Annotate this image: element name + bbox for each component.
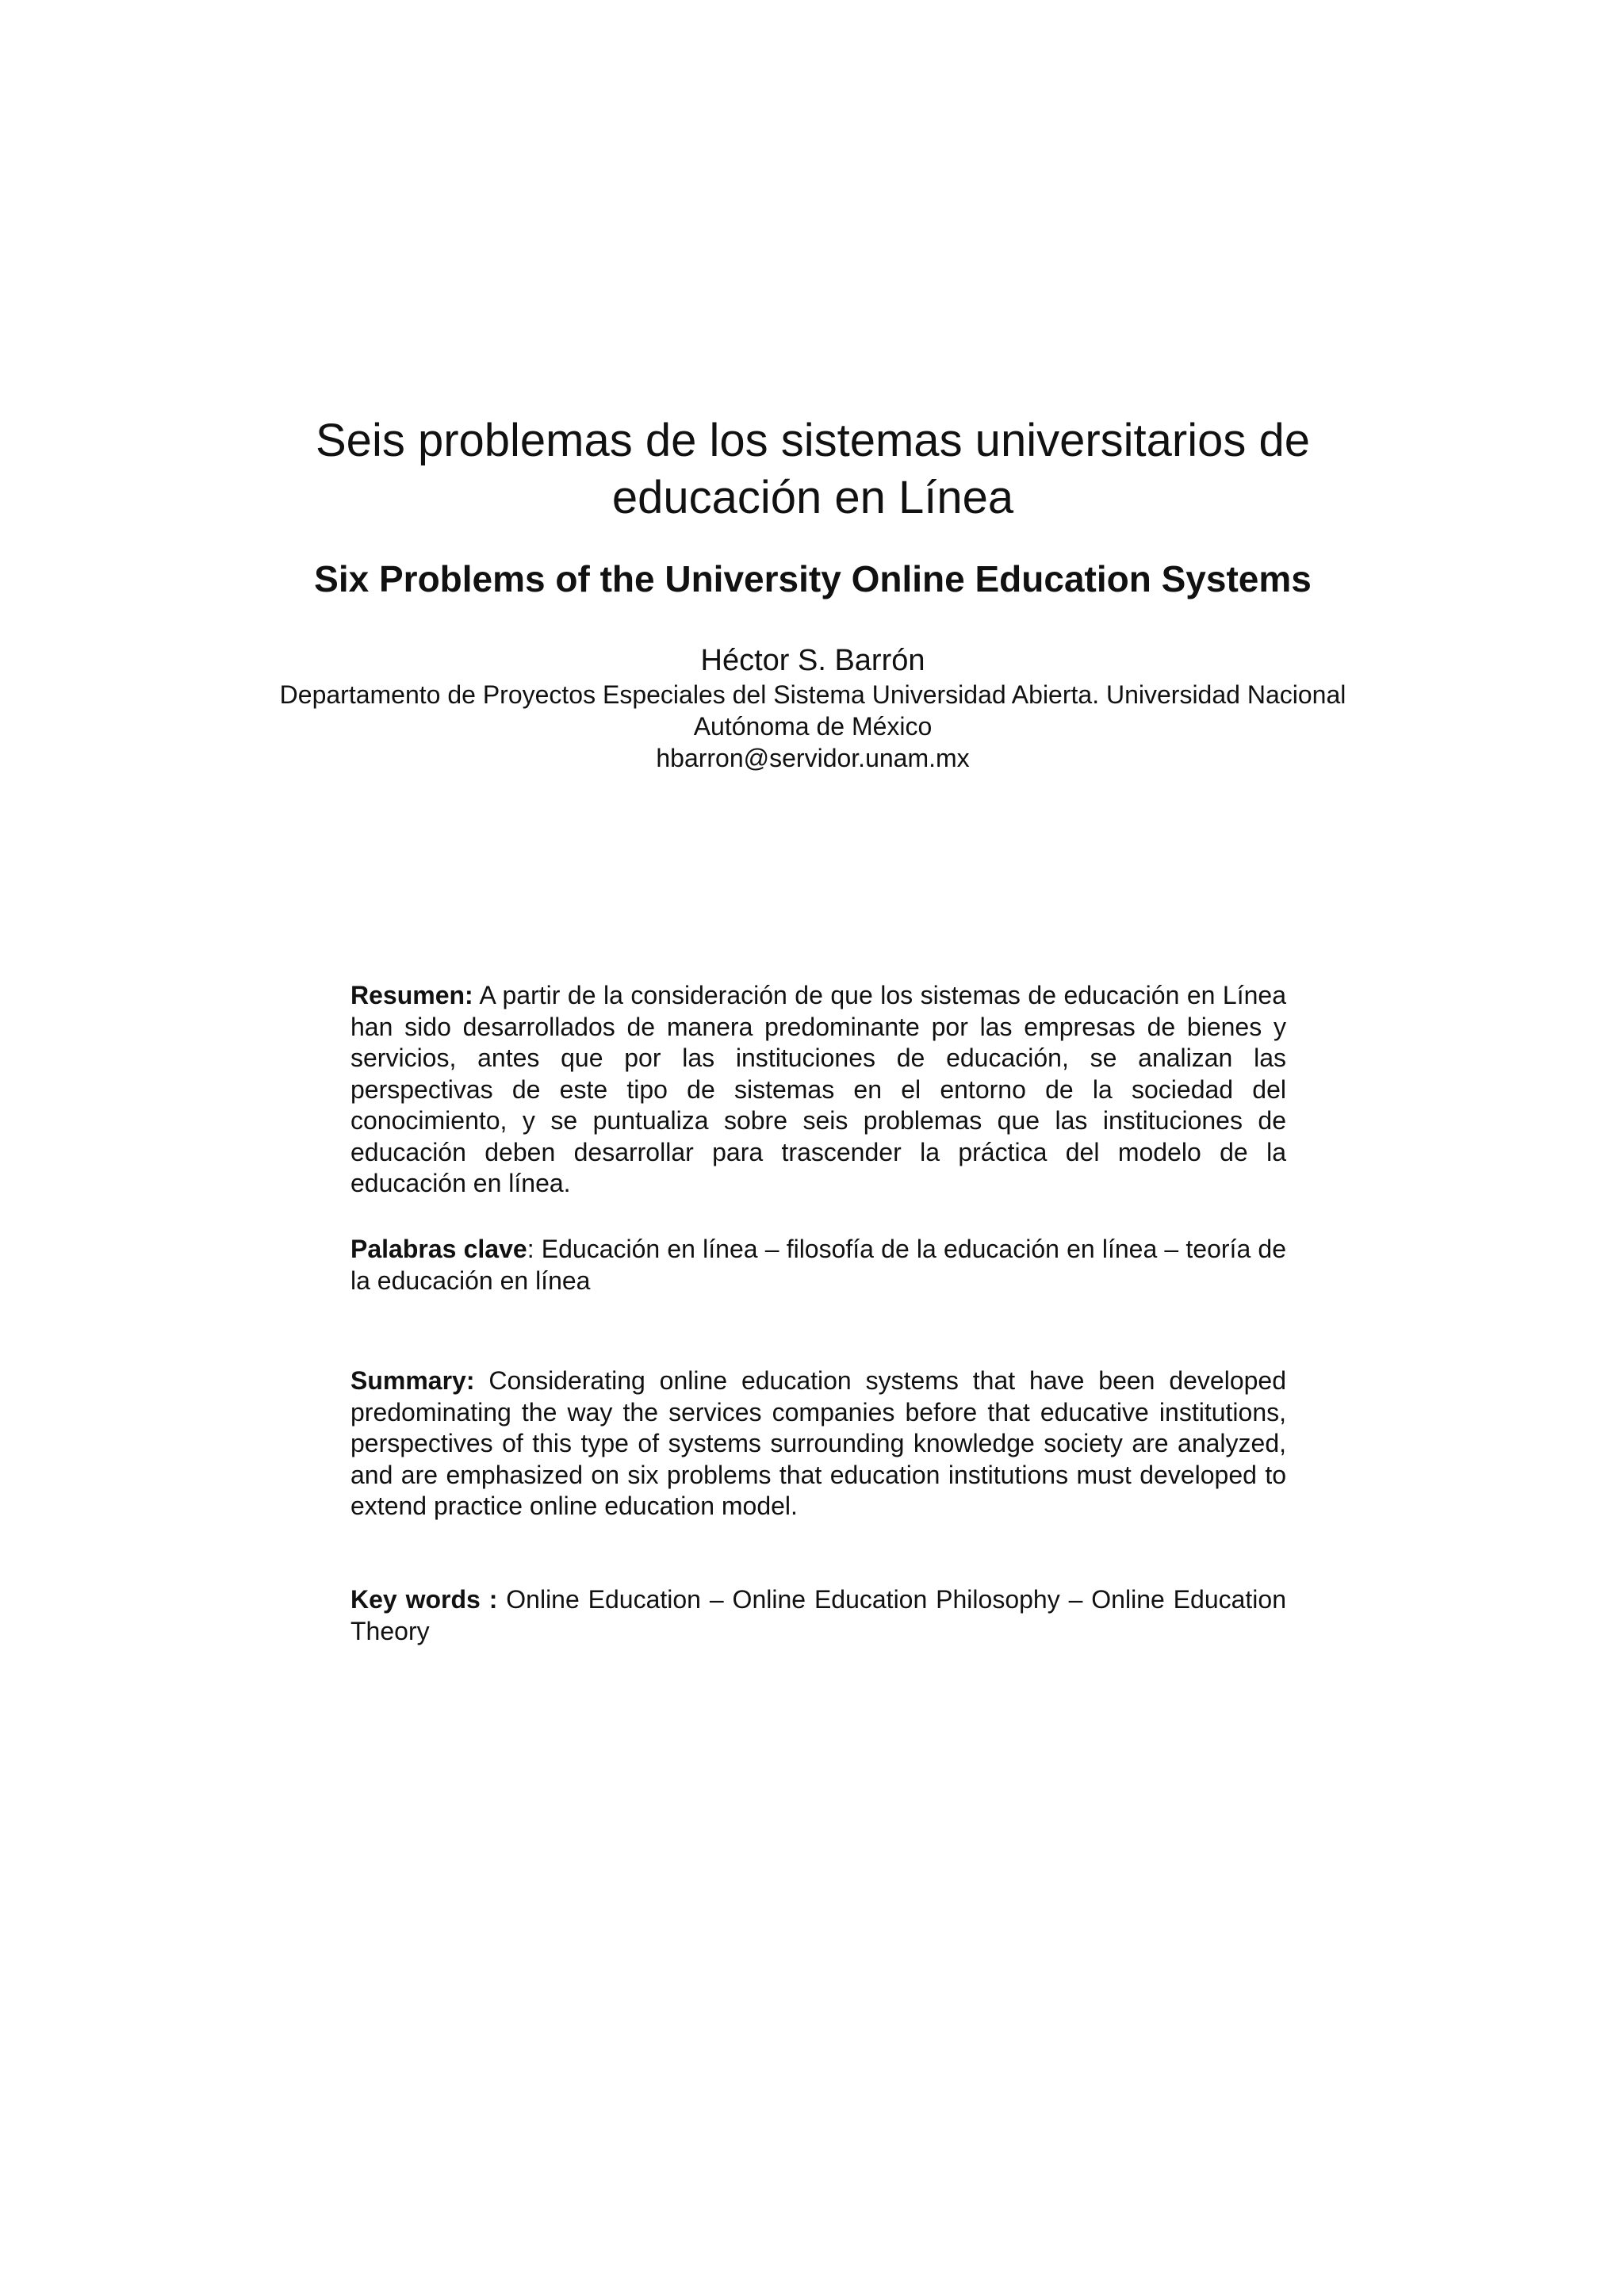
key-words-text: Online Education – Online Education Philosophy – Online Education Theory <box>350 1585 1287 1645</box>
summary-text: Considerating online education systems that have been developed predominating the way the services companies before that educative institutions, perspectives of this type of systems surrounding knowledge society are analyzed, and are emphasized on six problems that education institutions must developed to extend practice online education model. <box>350 1366 1286 1520</box>
key-words-label: Key words : <box>350 1585 498 1614</box>
paper-title <box>238 412 1388 527</box>
affiliation-line-1: Departamento de Proyectos Especiales del Sistema Universidad Abierta. Universidad Nacional <box>279 680 1346 709</box>
resumen-text: A partir de la consideración de que los sistemas de educación en Línea han sido desarrollados de manera predominante por las empresas de bienes y servicios, antes que por las instituciones de educación, se analizan las perspectivas de este tipo de sistemas en el entorno de la sociedad del conocimiento, y se puntualiza sobre seis problemas que las instituciones de educación deben desarrollar para trascender la práctica del modelo de la educación en línea. <box>350 981 1287 1197</box>
key-words-paragraph <box>350 1584 1286 1647</box>
palabras-clave-text: : Educación en línea – filosofía de la educación en línea – teoría de la educación en línea <box>350 1235 1287 1295</box>
author-affiliation <box>238 679 1388 774</box>
summary-label: Summary: <box>350 1366 475 1395</box>
affiliation-line-2: Autónoma de México <box>693 712 933 741</box>
resumen-paragraph <box>350 980 1286 1200</box>
palabras-clave-label: Palabras clave <box>350 1235 527 1263</box>
author-name: Héctor S. Barrón <box>700 644 925 677</box>
paper-subtitle: Six Problems of the University Online Education Systems <box>314 558 1312 599</box>
palabras-clave-paragraph <box>350 1234 1286 1296</box>
title-line-2: educación en Línea <box>611 472 1014 523</box>
title-line-1: Seis problemas de los sistemas universitarios de <box>316 415 1310 466</box>
author-email: hbarron@servidor.unam.mx <box>656 744 970 772</box>
resumen-label: Resumen: <box>350 981 473 1009</box>
summary-paragraph <box>350 1365 1286 1522</box>
